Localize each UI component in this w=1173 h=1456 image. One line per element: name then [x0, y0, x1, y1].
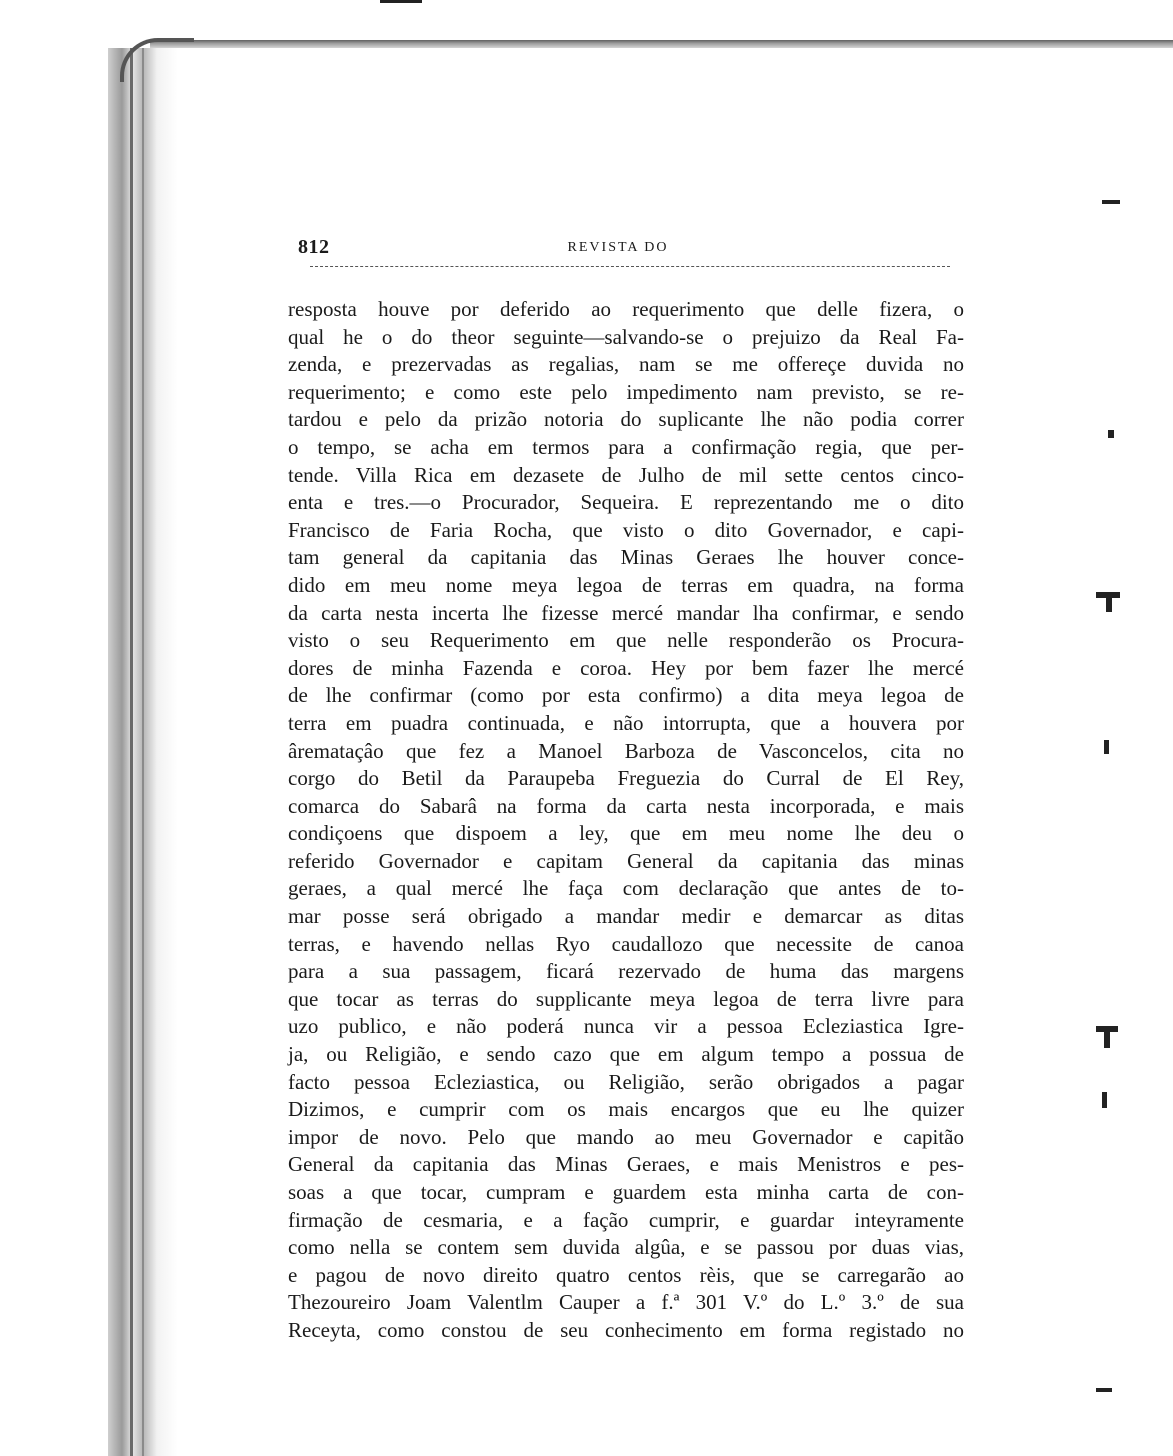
- margin-speck: [1106, 598, 1112, 612]
- text-line: e pagou de novo direito quatro centos rèis, que se carregarão ao: [288, 1262, 964, 1287]
- text-line: comarca do Sabarâ na forma da carta nesta incorporada, e mais: [288, 793, 964, 818]
- text-line: Receyta, como constou de seu conhecimento em forma registado no: [288, 1317, 964, 1342]
- text-line: da carta nesta incerta lhe fizesse mercé mandar lha confirmar, e sendo: [288, 600, 964, 625]
- text-line: visto o seu Requerimento em que nelle responderão os Procura-: [288, 628, 964, 653]
- text-line: soas a que tocar, cumpram e guardem esta minha carta de con-: [288, 1180, 964, 1204]
- body-text: [288, 296, 964, 1345]
- page-top-edge: [150, 40, 1173, 48]
- margin-speck: [1102, 1092, 1107, 1108]
- text-line: para a sua passagem, ficará rezervado de huma das margens: [288, 959, 964, 984]
- running-head: [288, 228, 968, 262]
- text-line: Dizimos, e cumprir com os mais encargos que eu lhe quizer: [288, 1097, 964, 1122]
- margin-speck: [1104, 740, 1109, 754]
- text-line: mar posse será obrigado a mandar medir e demarcar as ditas: [288, 904, 964, 929]
- margin-speck: [1102, 200, 1120, 204]
- text-line: terra em puadra continuada, e não intorrupta, que a houvera por: [288, 710, 964, 735]
- page-corner-curl: [120, 38, 194, 82]
- text-line: como nella se contem sem duvida algûa, e se passou por duas vias,: [288, 1235, 964, 1260]
- text-line: dores de minha Fazenda e coroa. Hey por bem fazer lhe mercé: [288, 655, 964, 680]
- text-line: Thezoureiro Joam Valentlm Cauper a f.ª 301 V.º do L.º 3.º de sua: [288, 1290, 964, 1315]
- text-line: requerimento; e como este pelo impedimento nam previsto, se re-: [288, 379, 964, 404]
- text-line: uzo publico, e não poderá nunca vir a pessoa Ecleziastica Igre-: [288, 1014, 964, 1039]
- document-page: [288, 228, 968, 1342]
- text-line: resposta houve por deferido ao requerimento que delle fizera, o: [288, 297, 964, 321]
- margin-speck: [1096, 1388, 1112, 1392]
- scan-artifact-top-rule: [380, 0, 422, 3]
- text-line: de lhe confirmar (como por esta confirmo) a dita meya legoa de: [288, 683, 964, 708]
- book-spine-edge: [108, 48, 178, 1456]
- text-line: tende. Villa Rica em dezasete de Julho de mil sette centos cinco-: [288, 462, 964, 487]
- page-number: 812: [298, 236, 330, 258]
- text-line: facto pessoa Ecleziastica, ou Religião, serão obrigados a pagar: [288, 1069, 964, 1094]
- text-line: ja, ou Religião, e sendo cazo que em algum tempo a possua de: [288, 1042, 964, 1067]
- margin-speck: [1104, 1032, 1110, 1048]
- text-line: General da capitania das Minas Geraes, e mais Menistros e pes-: [288, 1152, 964, 1177]
- text-line: âremataçâo que fez a Manoel Barboza de Vasconcelos, cita no: [288, 738, 964, 763]
- text-line: que tocar as terras do supplicante meya legoa de terra livre para: [288, 986, 964, 1011]
- running-title: REVISTA DO: [567, 240, 669, 255]
- margin-speck: [1108, 430, 1114, 438]
- text-line: referido Governador e capitam General da capitania das minas: [288, 848, 964, 873]
- text-line: geraes, a qual mercé lhe faça com declaração que antes de to-: [288, 876, 964, 901]
- text-line: Francisco de Faria Rocha, que visto o dito Governador, e capi-: [288, 517, 964, 542]
- text-line: impor de novo. Pelo que mando ao meu Governador e capitão: [288, 1124, 964, 1149]
- text-line: terras, e havendo nellas Ryo caudallozo que necessite de canoa: [288, 931, 964, 956]
- text-line: qual he o do theor seguinte—salvando-se o prejuizo da Real Fa-: [288, 324, 964, 349]
- text-line: tam general da capitania das Minas Geraes lhe houver conce-: [288, 545, 964, 570]
- text-line: o tempo, se acha em termos para a confirmação regia, que per-: [288, 434, 964, 459]
- text-line: tardou e pelo da prizão notoria do suplicante lhe não podia correr: [288, 407, 964, 432]
- text-line: condiçoens que dispoem a ley, que em meu nome lhe deu o: [288, 821, 964, 846]
- text-line: firmação de cesmaria, e a fação cumprir, e guardar inteyramente: [288, 1207, 964, 1232]
- text-line: enta e tres.—o Procurador, Sequeira. E reprezentando me o dito: [288, 490, 964, 515]
- text-line: dido em meu nome meya legoa de terras em quadra, na forma: [288, 572, 964, 597]
- header-rule: [310, 266, 950, 267]
- text-line: zenda, e prezervadas as regalias, nam se me offereçe duvida no: [288, 352, 964, 377]
- text-line: corgo do Betil da Paraupeba Freguezia do Curral de El Rey,: [288, 766, 964, 791]
